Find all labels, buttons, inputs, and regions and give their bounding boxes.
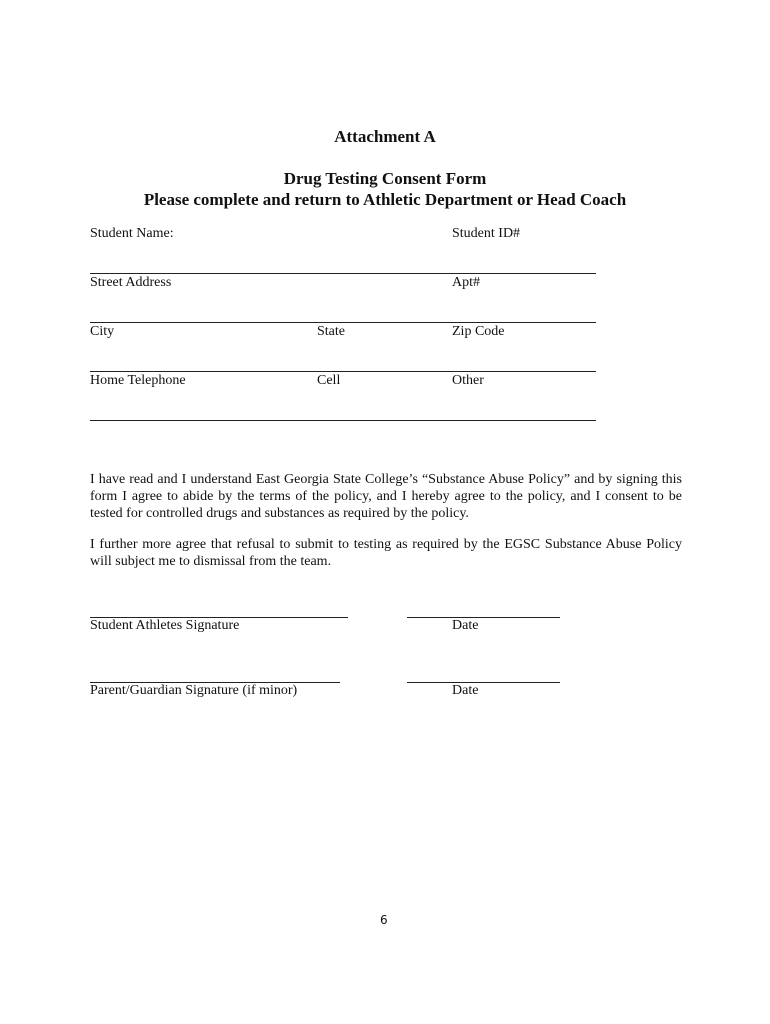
telephone-line[interactable]	[90, 420, 596, 421]
street-address-label: Street Address	[90, 275, 172, 290]
home-telephone-label: Home Telephone	[90, 373, 186, 388]
consent-paragraph: I have read and I understand East Georgia State College’s “Substance Abuse Policy” and by signing this form I agree to abide by the terms of the policy, and I hereby agree to the policy, and I consent to be tested for controlled drugs and substances as required by the policy.	[90, 472, 682, 521]
refusal-paragraph: I further more agree that refusal to submit to testing as required by the EGSC Substance Abuse Policy will subject me to dismissal from the team.	[90, 537, 682, 569]
form-title: Drug Testing Consent Form	[283, 169, 487, 188]
athlete-date-label: Date	[452, 618, 479, 633]
parent-signature-label: Parent/Guardian Signature (if minor)	[90, 683, 298, 698]
state-label: State	[317, 324, 345, 339]
student-id-label: Student ID#	[452, 226, 521, 241]
page-number: 6	[380, 913, 388, 927]
zip-code-label: Zip Code	[452, 324, 505, 339]
student-name-line[interactable]	[90, 273, 596, 274]
city-state-zip-line[interactable]	[90, 371, 596, 372]
attachment-heading: Attachment A	[334, 127, 436, 146]
street-address-line[interactable]	[90, 322, 596, 323]
athlete-date-line[interactable]	[407, 617, 560, 618]
parent-date-line[interactable]	[407, 682, 560, 683]
apt-label: Apt#	[452, 275, 480, 290]
city-label: City	[90, 324, 115, 339]
form-instructions: Please complete and return to Athletic Department or Head Coach	[143, 190, 627, 209]
athlete-signature-label: Student Athletes Signature	[90, 618, 240, 633]
parent-date-label: Date	[452, 683, 479, 698]
cell-label: Cell	[317, 373, 341, 388]
other-label: Other	[452, 373, 484, 388]
student-name-label: Student Name:	[90, 226, 174, 241]
